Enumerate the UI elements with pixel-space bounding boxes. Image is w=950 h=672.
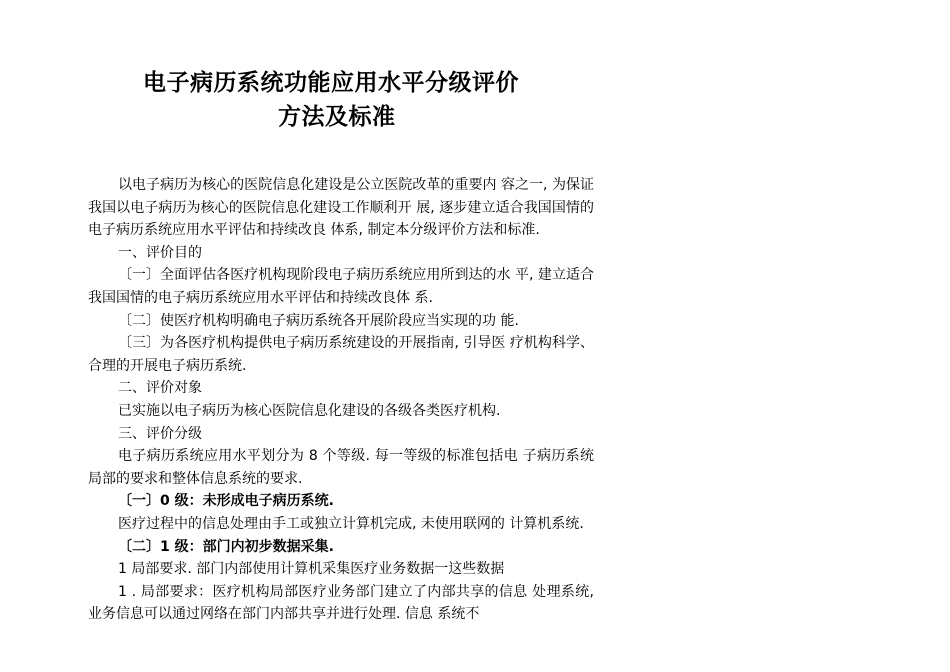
level-1-requirement-line: 1 局部要求. 部门内部使用计算机采集医疗业务数据一这些数据	[118, 561, 505, 578]
level-1-requirement-paragraph: 1 . 局部要求：医疗机构局部医疗业务部门建立了内部共享的信息 处理系统, 业务信息可以通过网络在部门内部共享并进行处理. 信息 系统不	[88, 583, 594, 623]
section-heading-target: 二、评价对象	[118, 380, 202, 397]
document-body	[88, 174, 594, 626]
level-0-paragraph: 医疗过程中的信息处理由手工或独立计算机完成, 未使用联网的 计算机系统.	[118, 515, 584, 532]
section-heading-purpose: 一、评价目的	[118, 244, 202, 261]
level-0-heading: 〔一〕0 级：未形成电子病历系统.	[118, 493, 334, 510]
document-title: 电子病历系统功能应用水平分级评价	[143, 70, 519, 96]
grading-paragraph: 电子病历系统应用水平划分为 8 个等级. 每一等级的标准包括电 子病历系统局部的要求和整体信息系统的要求.	[88, 448, 594, 487]
target-paragraph: 已实施以电子病历为核心医院信息化建设的各级各类医疗机构.	[118, 402, 501, 419]
purpose-item-3: 〔三〕为各医疗机构提供电子病历系统建设的开展指南, 引导医 疗机构科学、合理的开展电子病历系统.	[88, 335, 594, 374]
section-heading-grading: 三、评价分级	[118, 425, 202, 442]
purpose-item-1: 〔一〕全面评估各医疗机构现阶段电子病历系统应用所到达的水 平, 建立适合我国国情的电子病历系统应用水平评估和持续改良体 系.	[88, 267, 594, 306]
document-subtitle: 方法及标准	[278, 104, 396, 130]
purpose-item-2: 〔二〕使医疗机构明确电子病历系统各开展阶段应当实现的功 能.	[118, 312, 519, 329]
intro-paragraph: 以电子病历为核心的医院信息化建设是公立医院改革的重要内 容之一, 为保证我国以电子病历为核心的医院信息化建设工作顺利开 展, 逐步建立适合我国国情的电子病历系统应用水平评估和持续改良 体系, 制定本分级评价方法和标准.	[88, 177, 594, 239]
level-1-heading: 〔二〕1 级：部门内初步数据采集.	[118, 538, 334, 555]
